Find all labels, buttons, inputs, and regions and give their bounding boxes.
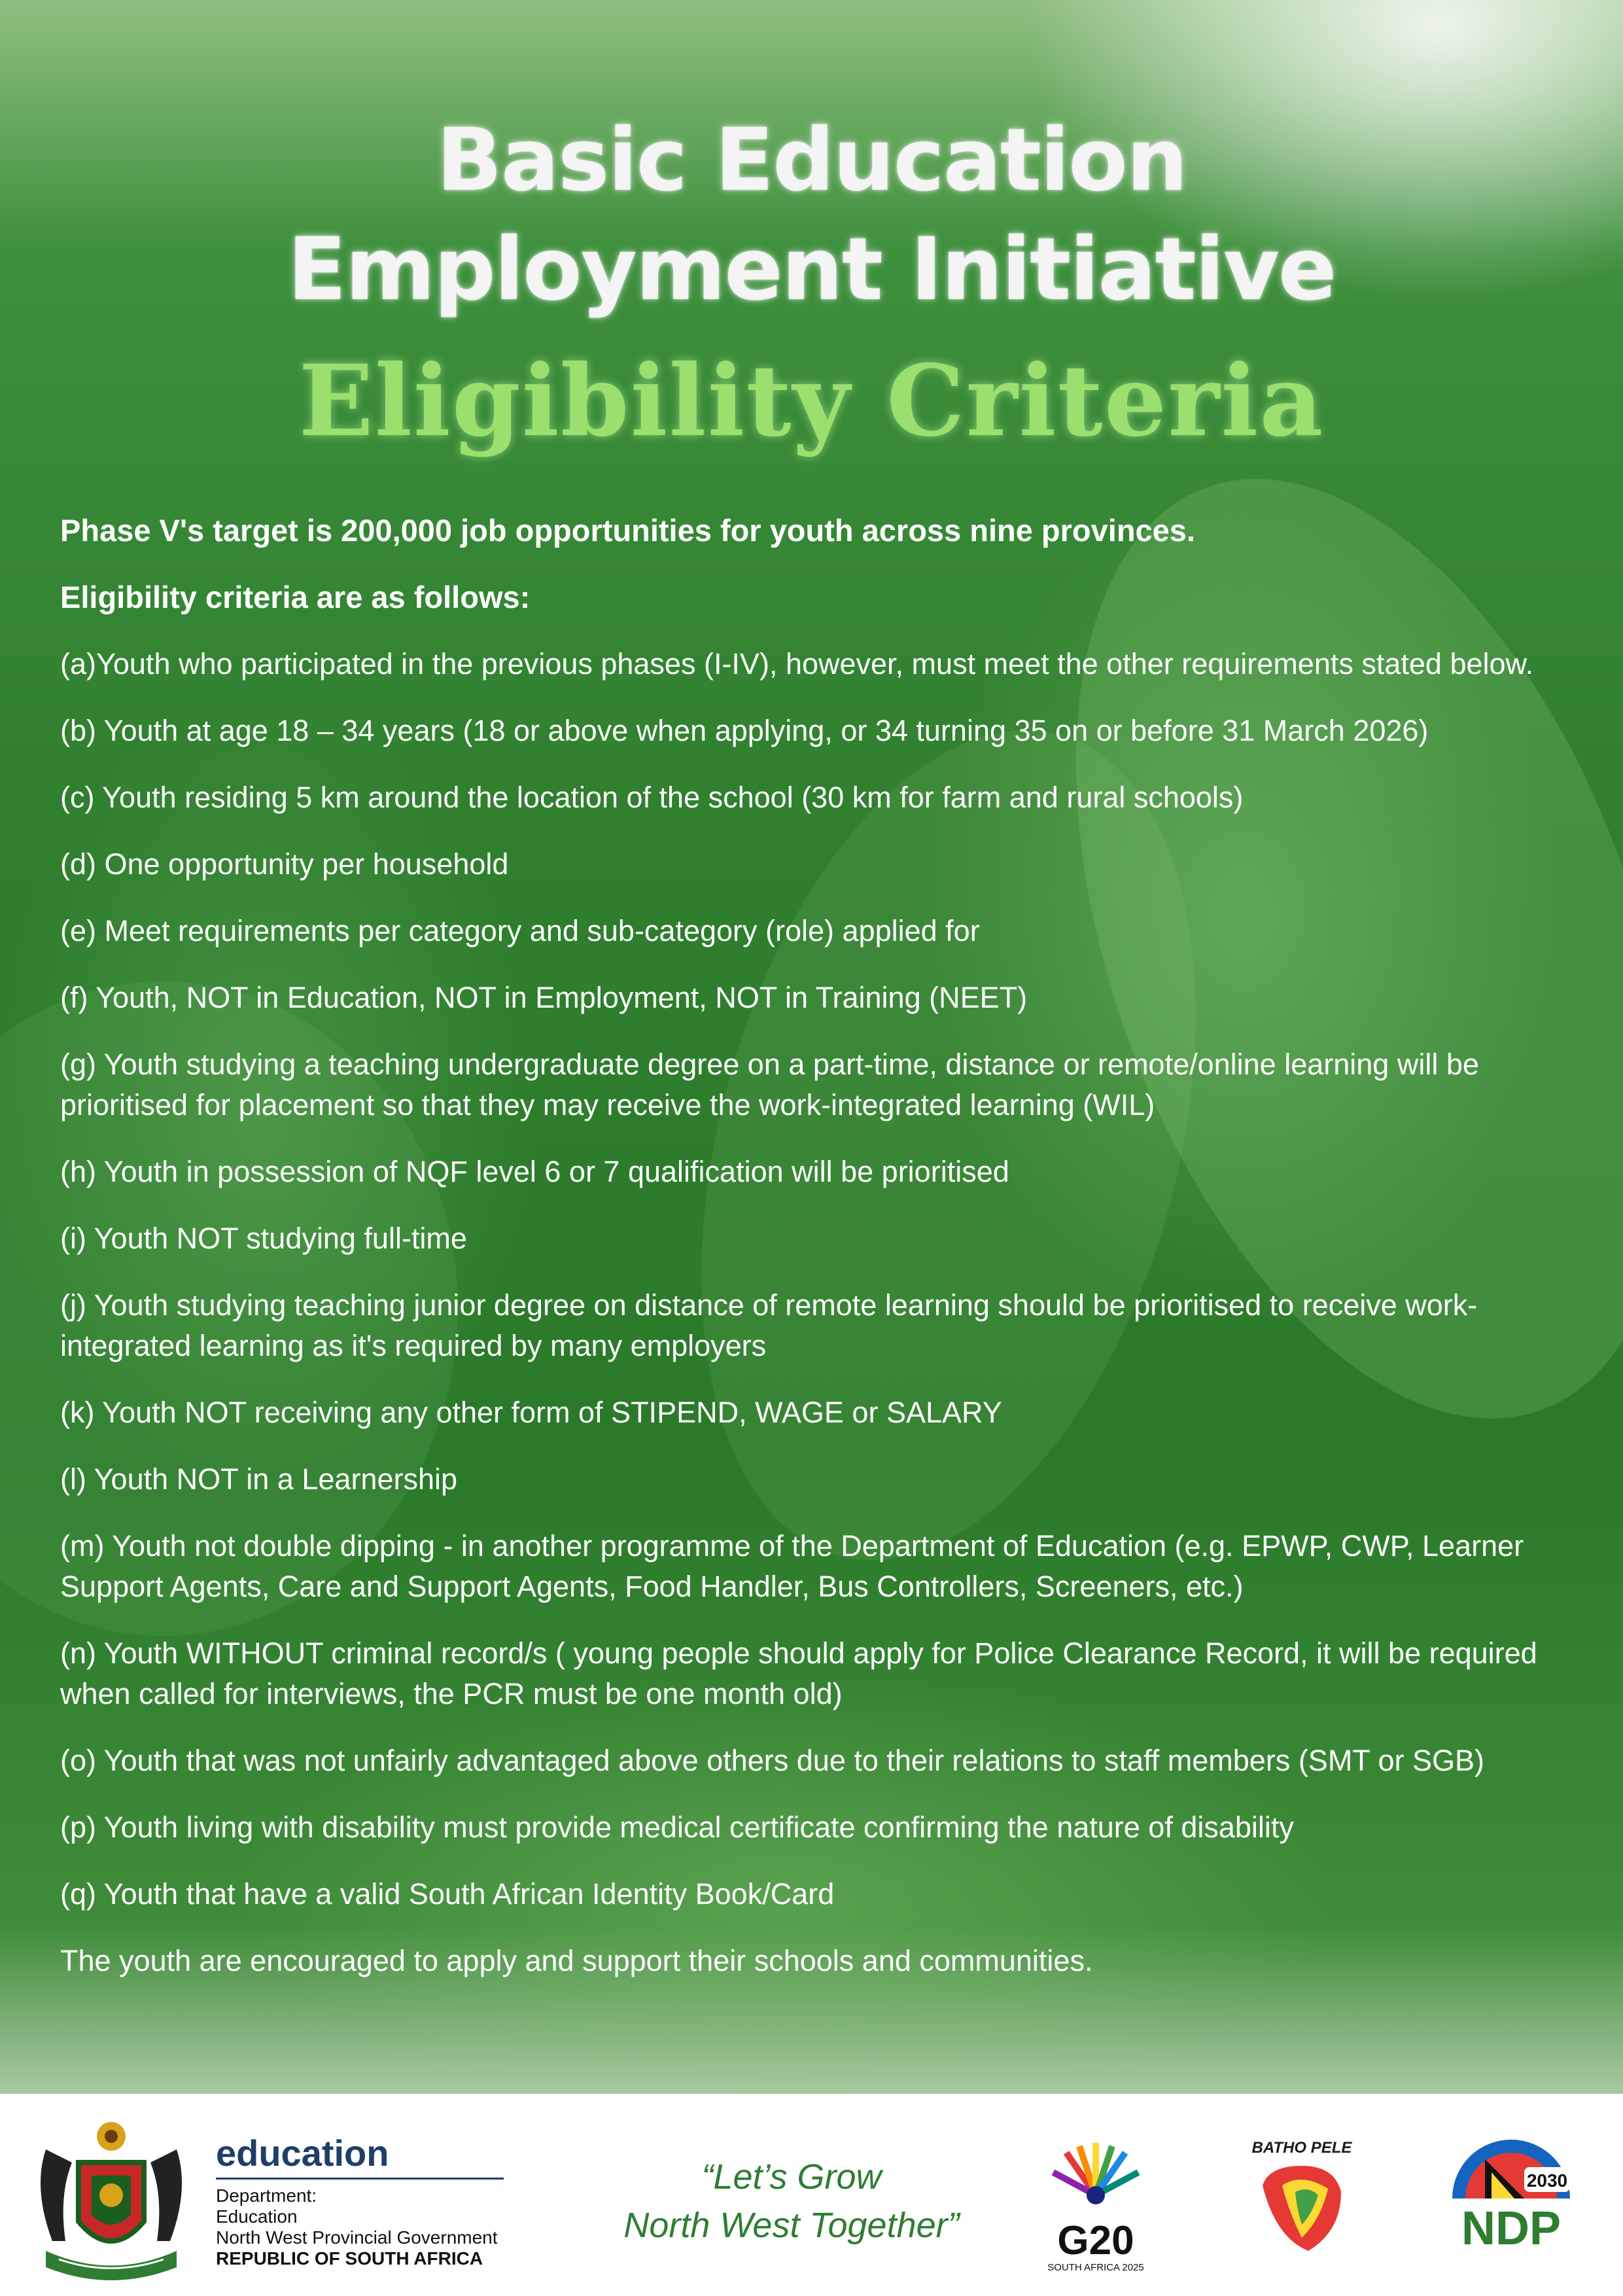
provincial-government: North West Provincial Government (216, 2227, 498, 2248)
criterion-o: (o) Youth that was not unfairly advantaged above others due to their relations to staff members (SMT or SGB) (60, 1744, 1485, 1777)
target-statement: Phase V's target is 200,000 job opportunities for youth across nine provinces. (60, 513, 1196, 548)
g20-logo-icon (1040, 2133, 1151, 2277)
criterion-d: (d) One opportunity per household (60, 847, 509, 881)
footer-logo-bar (0, 2094, 1623, 2296)
ndp-text: NDP (1461, 2202, 1562, 2255)
criterion-m: (m) Youth not double dipping - in another programme of the Department of Education (e.g. EPWP, CWP, Learner Support Agents, Care and Support Agents, Food Handler, Bus Controllers, Screeners, etc.) (60, 1529, 1524, 1603)
education-wordmark: education (216, 2132, 389, 2174)
dept-label: Department: (216, 2185, 317, 2206)
education-divider (216, 2178, 504, 2180)
criterion-n: (n) Youth WITHOUT criminal record/s ( young people should apply for Police Clearance Record, it will be required when called for interviews, the PCR must be one month old) (60, 1636, 1537, 1710)
criteria-content (60, 510, 1584, 2007)
g20-subtext: SOUTH AFRICA 2025 (1047, 2262, 1144, 2273)
criterion-j: (j) Youth studying teaching junior degree on distance of remote learning should be prioritised to receive work-integrated learning as it's required by many employers (60, 1288, 1478, 1362)
criterion-a: (a)Youth who participated in the previous phases (I-IV), however, must meet the other requirements stated below. (60, 647, 1534, 680)
criterion-f: (f) Youth, NOT in Education, NOT in Employment, NOT in Training (NEET) (60, 981, 1028, 1014)
slogan-line-2: North West Together” (623, 2206, 960, 2245)
slogan-line-1: “Let’s Grow (701, 2157, 882, 2197)
criterion-g: (g) Youth studying a teaching undergraduate degree on a part-time, distance or remote/online learning will be prioritised for placement so that they may receive the work-integrated learning (WIL) (60, 1048, 1479, 1122)
g20-text: G20 (1057, 2218, 1134, 2263)
ndp-year-text: 2030 (1526, 2170, 1568, 2191)
criterion-e: (e) Meet requirements per category and sub-category (role) applied for (60, 914, 980, 947)
title-eligibility-criteria: Eligibility Criteria (298, 344, 1325, 459)
criterion-h: (h) Youth in possession of NQF level 6 or 7 qualification will be prioritised (60, 1155, 1009, 1188)
batho-pele-text: BATHO PELE (1251, 2139, 1352, 2157)
criterion-q: (q) Youth that have a valid South African Identity Book/Card (60, 1877, 835, 1911)
coat-of-arms-icon (20, 2110, 203, 2287)
criterion-b: (b) Youth at age 18 – 34 years (18 or above when applying, or 34 turning 35 on or before 31 March 2026) (60, 714, 1429, 747)
closing-statement: The youth are encouraged to apply and support their schools and communities. (60, 1944, 1093, 1977)
ndp-2030-logo-icon (1446, 2133, 1577, 2264)
title-line-basic-education: Basic Education (436, 110, 1187, 211)
criterion-k: (k) Youth NOT receiving any other form of STIPEND, WAGE or SALARY (60, 1396, 1002, 1429)
dept-name: Education (216, 2206, 298, 2227)
criterion-p: (p) Youth living with disability must provide medical certificate confirming the nature of disability (60, 1810, 1294, 1844)
criteria-heading: Eligibility criteria are as follows: (60, 580, 531, 614)
title-line-employment-initiative: Employment Initiative (287, 219, 1336, 320)
criterion-c: (c) Youth residing 5 km around the location of the school (30 km for farm and rural schools) (60, 781, 1244, 814)
criterion-i: (i) Youth NOT studying full-time (60, 1222, 467, 1255)
criterion-l: (l) Youth NOT in a Learnership (60, 1462, 458, 1496)
batho-pele-logo-icon (1243, 2127, 1361, 2270)
republic-label: REPUBLIC OF SOUTH AFRICA (216, 2248, 483, 2269)
